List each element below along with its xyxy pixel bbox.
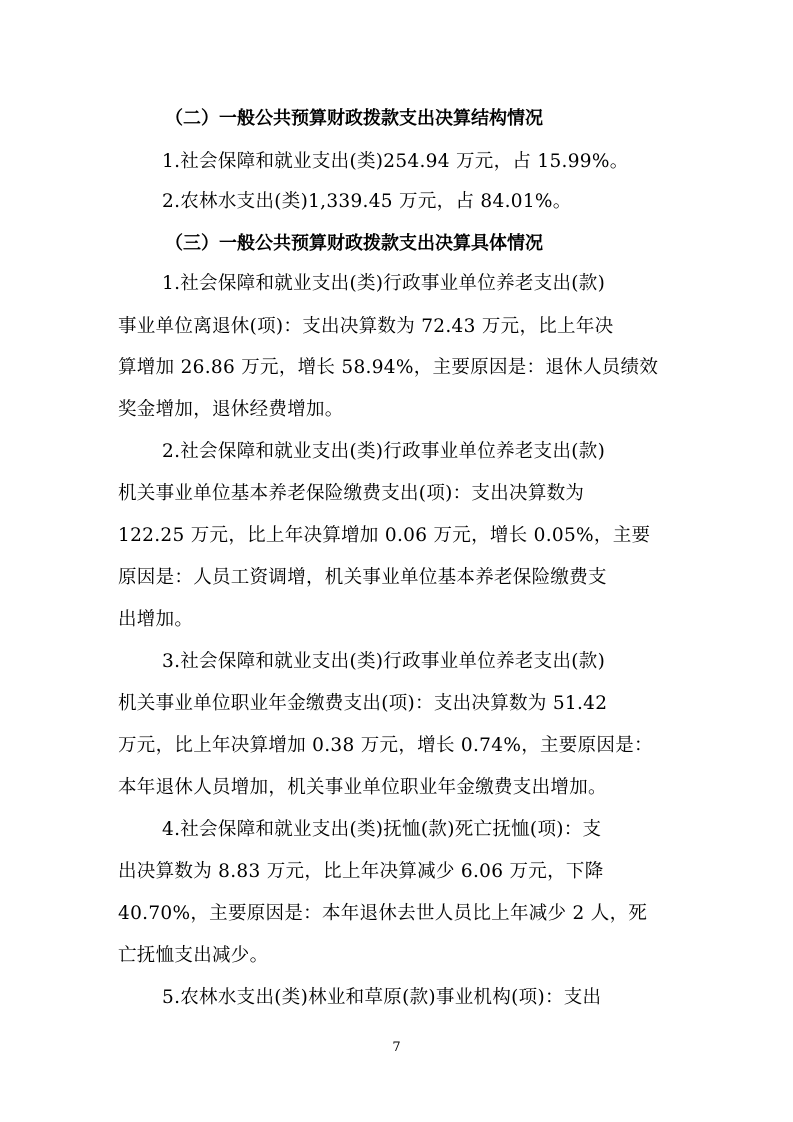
- paragraph-line: 2.社会保障和就业支出(类)行政事业单位养老支出(款): [162, 441, 606, 462]
- paragraph-line: 算增加 26.86 万元，增长 58.94%，主要原因是：退休人员绩效: [118, 357, 659, 378]
- paragraph-line: 4.社会保障和就业支出(类)抚恤(款)死亡抚恤(项)：支: [162, 819, 602, 840]
- section-heading-details: （三）一般公共预算财政拨款支出决算具体情况: [165, 233, 543, 254]
- structure-item-social-security: 1.社会保障和就业支出(类)254.94 万元，占 15.99%。: [162, 151, 629, 172]
- section-heading-structure: （二）一般公共预算财政拨款支出决算结构情况: [165, 108, 543, 129]
- paragraph-line: 原因是：人员工资调增，机关事业单位基本养老保险缴费支: [118, 567, 607, 588]
- paragraph-line: 122.25 万元，比上年决算增加 0.06 万元，增长 0.05%，主要: [118, 525, 651, 546]
- paragraph-line: 出增加。: [118, 609, 194, 630]
- structure-item-agriculture: 2.农林水支出(类)1,339.45 万元，占 84.01%。: [162, 191, 572, 212]
- paragraph-line: 万元，比上年决算增加 0.38 万元，增长 0.74%，主要原因是：: [118, 735, 653, 756]
- paragraph-line: 事业单位离退休(项)：支出决算数为 72.43 万元，比上年决: [118, 316, 614, 337]
- paragraph-line: 5.农林水支出(类)林业和草原(款)事业机构(项)：支出: [162, 987, 602, 1008]
- paragraph-line: 3.社会保障和就业支出(类)行政事业单位养老支出(款): [162, 651, 606, 672]
- paragraph-line: 机关事业单位职业年金缴费支出(项)：支出决算数为 51.42: [118, 693, 608, 714]
- paragraph-line: 出决算数为 8.83 万元，比上年决算减少 6.06 万元，下降: [118, 861, 604, 882]
- paragraph-line: 40.70%，主要原因是：本年退休去世人员比上年减少 2 人，死: [118, 903, 648, 924]
- page-number: 7: [392, 1040, 401, 1055]
- paragraph-line: 本年退休人员增加，机关事业单位职业年金缴费支出增加。: [118, 777, 607, 798]
- paragraph-line: 1.社会保障和就业支出(类)行政事业单位养老支出(款): [162, 273, 606, 294]
- paragraph-line: 亡抚恤支出减少。: [118, 945, 269, 966]
- paragraph-line: 奖金增加，退休经费增加。: [118, 399, 344, 420]
- paragraph-line: 机关事业单位基本养老保险缴费支出(项)：支出决算数为: [118, 483, 585, 504]
